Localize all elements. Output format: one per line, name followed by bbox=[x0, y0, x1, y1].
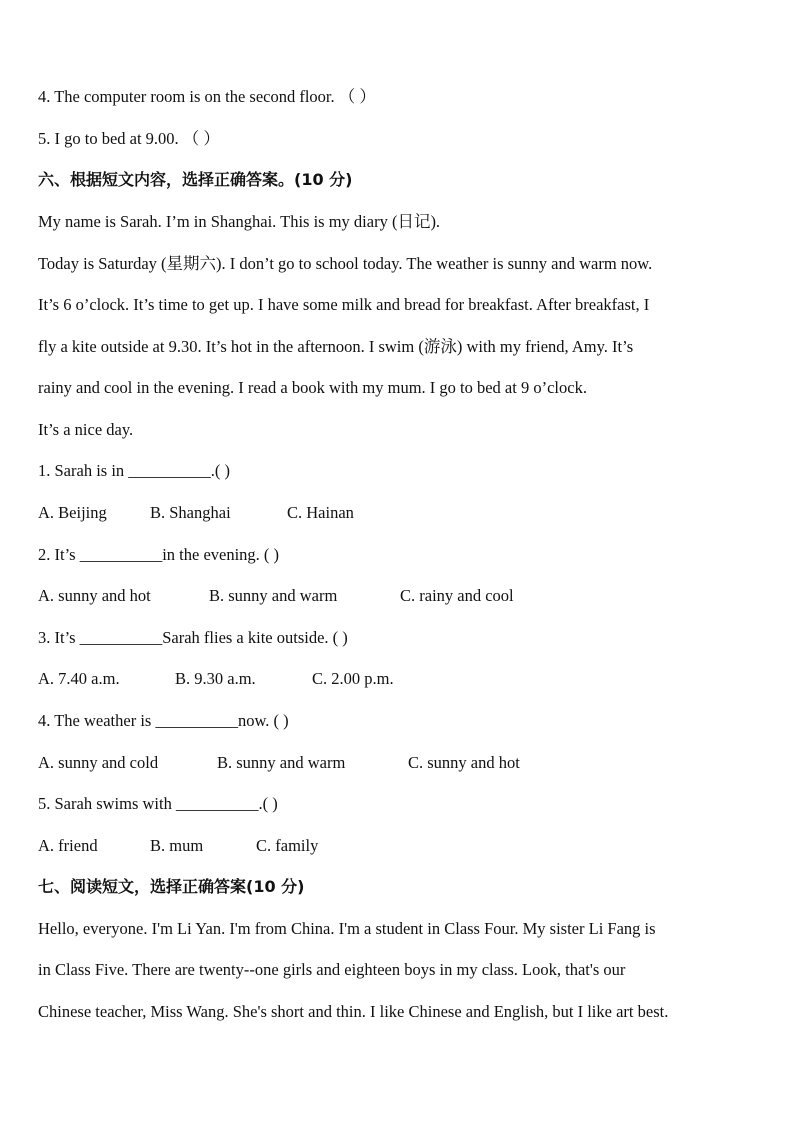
option-c: C. 2.00 p.m. bbox=[312, 669, 394, 688]
option-b: B. mum bbox=[150, 836, 204, 855]
part6-passage-line: It’s 6 o’clock. It’s time to get up. I have some milk and bread for breakfast. After breakfast, I bbox=[38, 295, 650, 314]
part5-question-4: 4. The computer room is on the second floor. （ ） bbox=[38, 87, 376, 106]
part7-passage-line: Hello, everyone. I'm Li Yan. I'm from China. I'm a student in Class Four. My sister Li Fang is bbox=[38, 919, 656, 938]
option-a: A. sunny and cold bbox=[38, 753, 159, 772]
option-c: C. rainy and cool bbox=[400, 586, 514, 605]
part7-heading: 七、阅读短文，选择正确答案(10 分) bbox=[38, 877, 305, 896]
part6-question-3-options bbox=[38, 669, 394, 689]
option-b: B. 9.30 a.m. bbox=[175, 669, 256, 688]
part6-question-1-options bbox=[38, 503, 354, 523]
part6-question-3: 3. It’s __________Sarah flies a kite outside. ( ) bbox=[38, 628, 348, 647]
part6-question-4-options bbox=[38, 753, 520, 773]
option-a: A. Beijing bbox=[38, 503, 107, 522]
part6-question-5-options bbox=[38, 836, 318, 856]
option-b: B. Shanghai bbox=[150, 503, 231, 522]
option-a: A. 7.40 a.m. bbox=[38, 669, 120, 688]
part6-passage-line: Today is Saturday (星期六). I don’t go to school today. The weather is sunny and warm now. bbox=[38, 254, 653, 273]
option-b: B. sunny and warm bbox=[217, 753, 346, 772]
part6-passage-line: It’s a nice day. bbox=[38, 420, 134, 439]
option-a: A. sunny and hot bbox=[38, 586, 151, 605]
part6-question-2-options bbox=[38, 586, 514, 606]
part6-passage-line: My name is Sarah. I’m in Shanghai. This is my diary (日记). bbox=[38, 212, 441, 231]
option-c: C. sunny and hot bbox=[408, 753, 520, 772]
option-c: C. Hainan bbox=[287, 503, 354, 522]
part6-passage-line: fly a kite outside at 9.30. It’s hot in the afternoon. I swim (游泳) with my friend, Amy. It’s bbox=[38, 337, 634, 356]
part6-question-1: 1. Sarah is in __________.( ) bbox=[38, 461, 231, 480]
option-c: C. family bbox=[256, 836, 319, 855]
option-b: B. sunny and warm bbox=[209, 586, 338, 605]
part6-heading: 六、根据短文内容，选择正确答案。(10 分) bbox=[38, 170, 353, 189]
part6-passage-line: rainy and cool in the evening. I read a book with my mum. I go to bed at 9 o’clock. bbox=[38, 378, 587, 397]
option-a: A. friend bbox=[38, 836, 98, 855]
part5-question-5: 5. I go to bed at 9.00. （ ） bbox=[38, 129, 220, 148]
part6-question-5: 5. Sarah swims with __________.( ) bbox=[38, 794, 278, 813]
part7-passage-line: in Class Five. There are twenty--one girls and eighteen boys in my class. Look, that's our bbox=[38, 960, 626, 979]
part6-question-2: 2. It’s __________in the evening. ( ) bbox=[38, 545, 280, 564]
part6-question-4: 4. The weather is __________now. ( ) bbox=[38, 711, 289, 730]
part7-passage-line: Chinese teacher, Miss Wang. She's short and thin. I like Chinese and English, but I like art best. bbox=[38, 1002, 669, 1021]
